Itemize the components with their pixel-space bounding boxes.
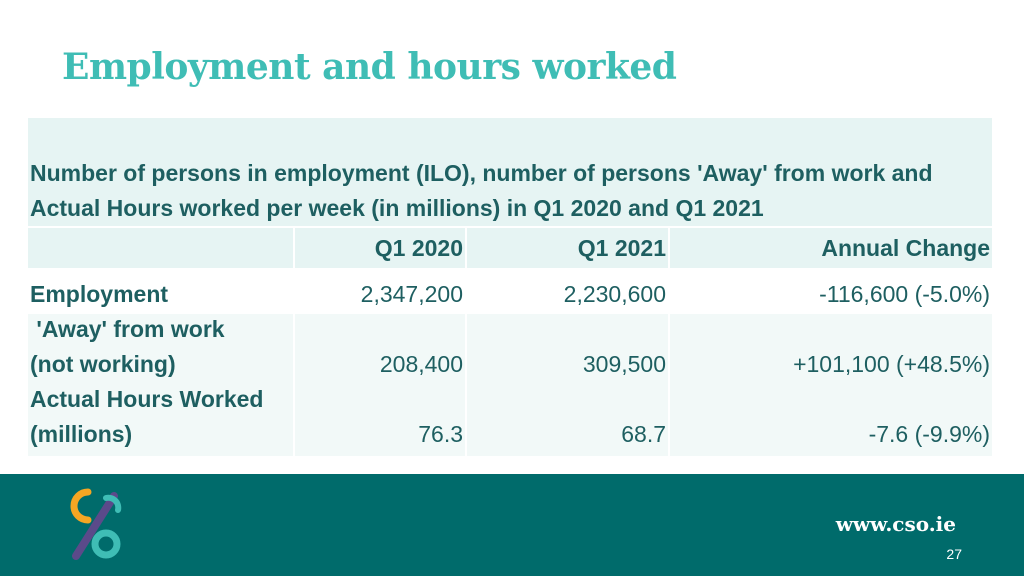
page-number: 27 [946,546,962,562]
cell-annual-change: -7.6 (-9.9%) [670,386,992,456]
row-label-line: 'Away' from work [30,316,225,342]
table-header-row [28,228,992,270]
row-label-line: Employment [30,281,169,307]
table-row [28,270,992,314]
row-label [28,386,295,456]
website-url[interactable]: www.cso.ie [835,512,956,536]
cell-q1-2021: 2,230,600 [467,270,670,314]
header-q1-2021: Q1 2021 [467,228,670,268]
table-row [28,386,992,456]
table-row [28,314,992,386]
row-label [28,314,295,386]
cell-q1-2021: 68.7 [467,386,670,456]
cell-q1-2020: 2,347,200 [295,270,467,314]
header-q1-2020: Q1 2020 [295,228,467,268]
cell-q1-2021: 309,500 [467,314,670,386]
cso-logo-icon [62,488,128,564]
employment-table [28,118,992,456]
cell-annual-change: +101,100 (+48.5%) [670,314,992,386]
table-caption-row [28,118,992,228]
cell-q1-2020: 208,400 [295,314,467,386]
row-label-line: (not working) [30,351,176,377]
row-label-line: (millions) [30,421,133,447]
table-caption: Number of persons in employment (ILO), number of persons 'Away' from work and Actual Hours worked per week (in millions) in Q1 2020 and Q1 2021 [30,160,933,221]
footer-bar [0,474,1024,576]
cell-annual-change: -116,600 (-5.0%) [819,281,990,307]
cell-q1-2020: 76.3 [295,386,467,456]
row-label-line: Actual Hours Worked [30,386,264,412]
slide-title: Employment and hours worked [62,46,677,88]
header-empty [28,228,295,268]
header-annual-change: Annual Change [670,228,992,268]
row-label [28,270,295,314]
